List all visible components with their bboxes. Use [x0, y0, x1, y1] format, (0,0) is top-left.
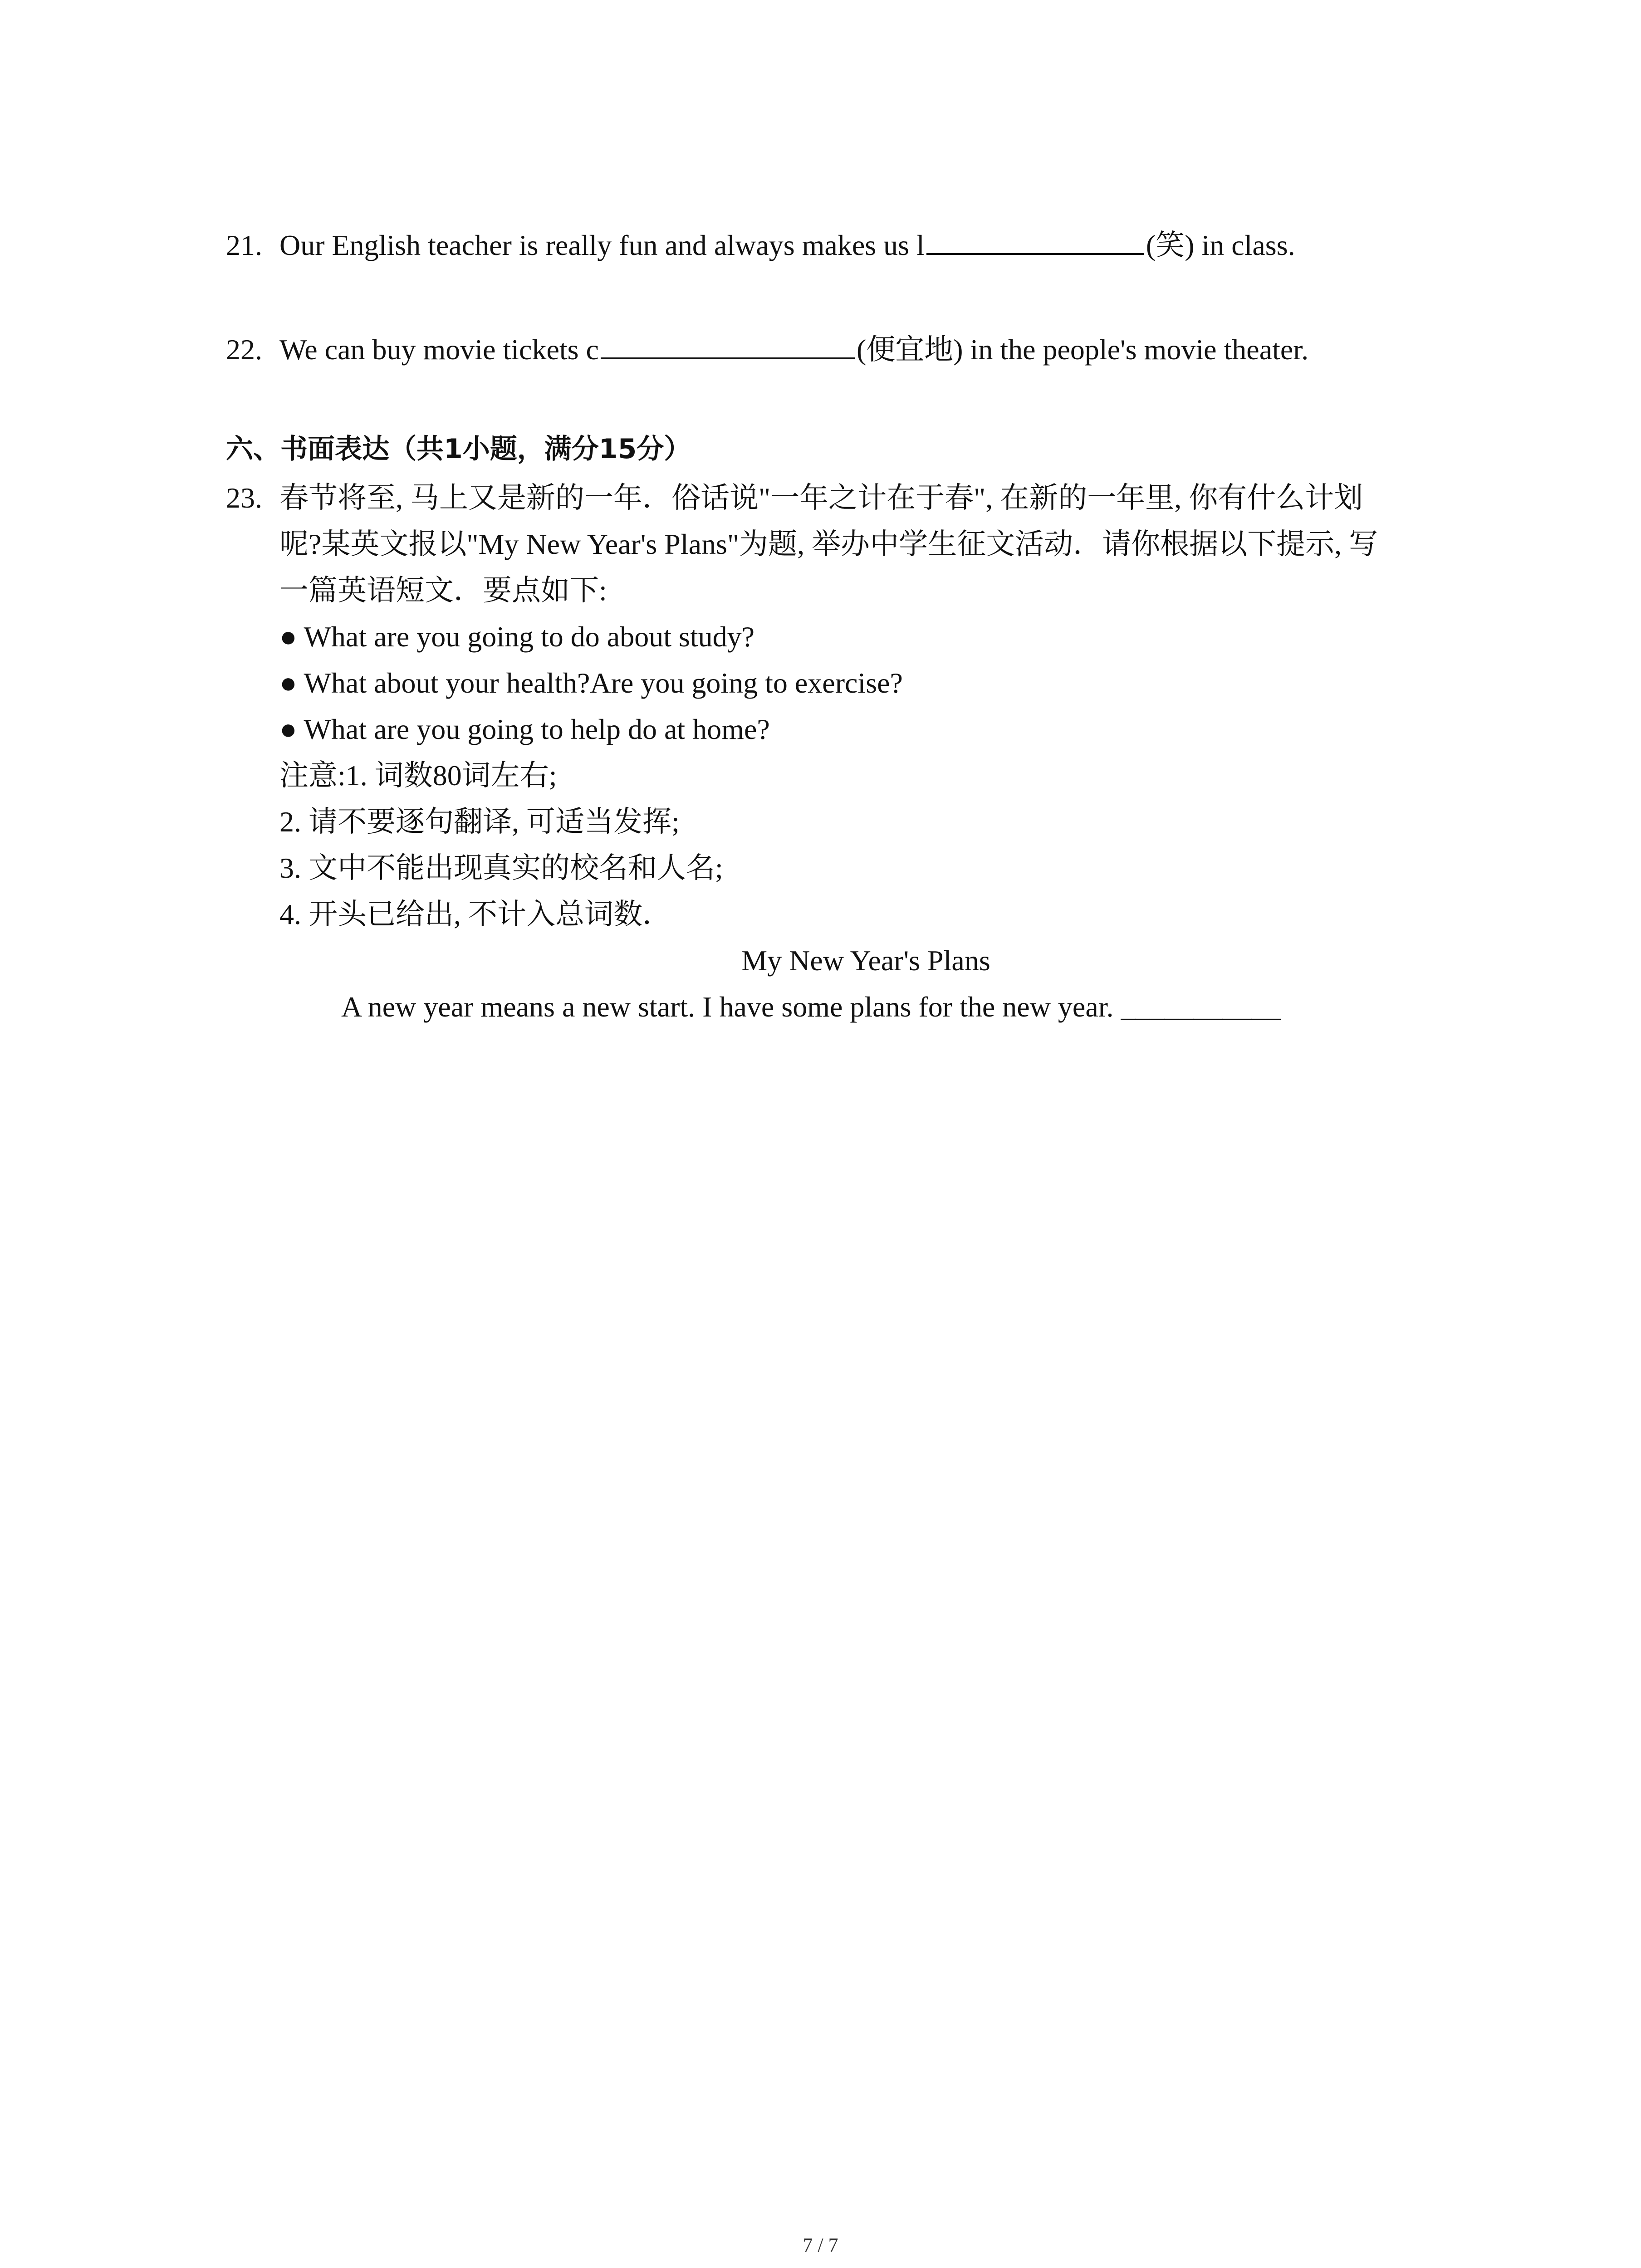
- prompt-text: 一篇英语短文．要点如下:: [279, 574, 607, 606]
- question-23: [226, 480, 1363, 516]
- note-item: 4. 开头已给出, 不计入总词数．: [279, 898, 671, 930]
- bullet-item: ● What are you going to do about study?: [279, 621, 755, 653]
- bullet-item: ● What about your health?Are you going to exercise?: [279, 667, 903, 699]
- answer-blank[interactable]: [601, 330, 855, 359]
- page-number: 7 / 7: [803, 2234, 838, 2256]
- question-number: 23.: [226, 482, 262, 514]
- section-title: 六、书面表达（共1小题，满分15分）: [226, 433, 691, 465]
- prompt-text: 呢?某英文报以"My New Year's Plans"为题, 举办中学生征文活动．请你根据以下提示, 写: [279, 528, 1378, 560]
- question-21: [226, 226, 1295, 264]
- bullet-item: ● What are you going to help do at home?: [279, 713, 770, 745]
- question-22: [226, 330, 1308, 368]
- question-number: 22.: [226, 333, 262, 366]
- question-text: Our English teacher is really fun and always makes us l: [279, 229, 925, 261]
- question-text: We can buy movie tickets c: [279, 333, 599, 366]
- prompt-text: 春节将至, 马上又是新的一年．俗话说"一年之计在于春", 在新的一年里, 你有什么计划: [279, 482, 1363, 514]
- answer-blank[interactable]: [926, 226, 1144, 255]
- question-text: (笑) in class.: [1146, 229, 1295, 261]
- essay-start: A new year means a new start. I have some plans for the new year. ___________: [341, 991, 1281, 1023]
- note-item: 3. 文中不能出现真实的校名和人名;: [279, 852, 723, 884]
- note-item: 2. 请不要逐句翻译, 可适当发挥;: [279, 806, 680, 838]
- question-text: (便宜地) in the people's movie theater.: [856, 333, 1309, 366]
- question-number: 21.: [226, 229, 262, 261]
- note-item: 注意:1. 词数80词左右;: [279, 759, 557, 792]
- essay-title: My New Year's Plans: [741, 944, 990, 977]
